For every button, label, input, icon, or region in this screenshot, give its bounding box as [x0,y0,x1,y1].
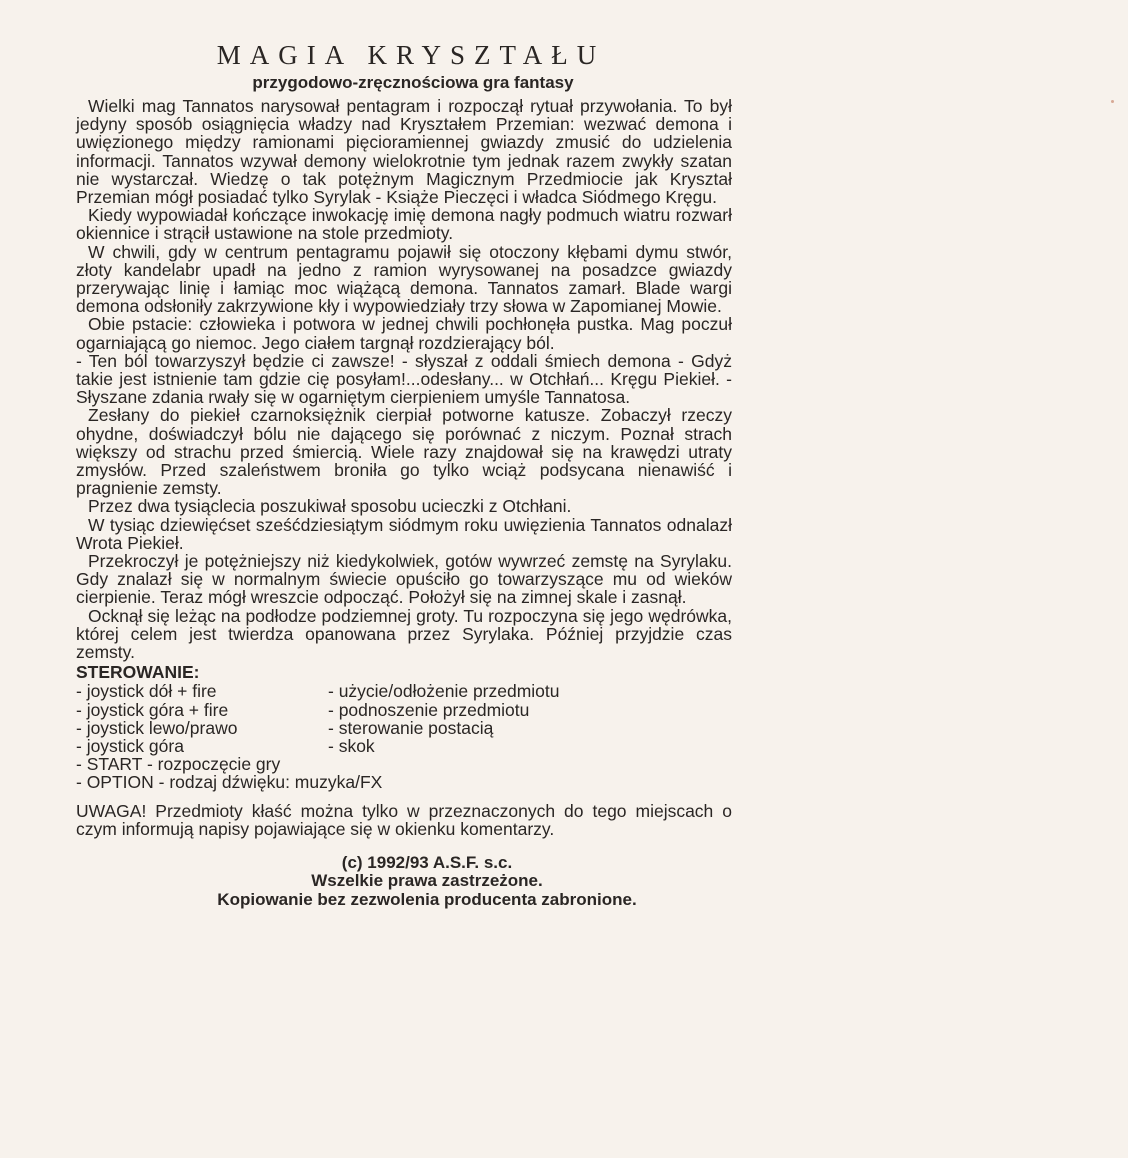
copyright-line: (c) 1992/93 A.S.F. s.c. [341,852,513,872]
story-paragraph: W chwili, gdy w centrum pentagramu pojawił się otoczony kłębami dymu stwór, złoty kandelabr upadł na jedno z ramion wyrysowanej na posadzce gwiazdy przerywając linię i łamiąc moc wiążącą demona. Tannatos zamarł. Blade wargi demona odsłoniły zakrzywione kły i wypowiedziały trzy słowa w Zapomianej Mowie. [76,241,732,317]
game-title: MAGIA KRYSZTAŁU [216,40,606,70]
instruction-sheet [76,40,732,909]
story-paragraph: Przez dwa tysiąclecia poszukiwał sposobu ucieczki z Otchłani. [88,496,572,517]
control-action: - sterowanie postacią [328,717,494,738]
control-key: - joystick góra + fire [76,699,229,720]
story-paragraph: Ocknął się leżąc na podłodze podziemnej groty. Tu rozpoczyna się jego wędrówka, której celem jest twierdza opanowana przez Syrylaka. Później przyjdzie czas zemsty. [76,605,732,663]
control-row [76,701,732,719]
story-paragraph: Wielki mag Tannatos narysował pentagram i rozpoczął rytuał przywołania. To był jedyny sposób osiągnięcia władzy nad Kryształem Przemian: wezwać demona i uwięzionego między ramionami pięcioramiennej gwiazdy zmusić do udzielenia informacji. Tannatos wzywał demony wielokrotnie tym jednak razem zwykły szatan nie wystarczał. Wiedzę o tak potężnym Magicznym Przedmiocie jak Kryształ Przemian mógł posiadać tylko Syrylak - Książe Pieczęci i władca Siódmego Kręgu. [76,96,732,208]
control-key: - joystick dół + fire [76,681,217,702]
control-row [76,682,732,700]
story-paragraph: Zesłany do piekieł czarnoksiężnik cierpiał potworne katusze. Zobaczył rzeczy ohydne, doświadczył bólu nie dającego się porównać z niczym. Poznał strach większy od strachu przed śmiercią. Wiele razy znajdował się na krawędzi utraty zmysłów. Przed szaleństwem broniła go tylko wciąż podsycana nienawiść i pragnienie zemsty. [76,405,732,499]
warning-note: UWAGA! Przedmioty kłaść można tylko w przeznaczonych do tego miejscach o czym informują napisy pojawiające się w okienku komentarzy. [76,800,732,839]
story-paragraph: Przekroczył je potężniejszy niż kiedykolwiek, gotów wywrzeć zemstę na Syrylaku. Gdy znalazł się w normalnym świecie opuściło go towarzyszące mu od wieków cierpienie. Teraz mógł wreszcie odpocząć. Położył się na zimnej skale i zasnął. [76,551,732,608]
copyright-footer [122,854,732,910]
controls-list [76,682,732,791]
rights-line: Wszelkie prawa zastrzeżone. [311,871,543,891]
control-action: - użycie/odłożenie przedmiotu [328,681,560,702]
control-action: - skok [328,735,375,756]
story-paragraph: Obie pstacie: człowieka i potwora w jednej chwili pochłonęła pustka. Mag poczuł ogarniającą go niemoc. Jego ciałem targnął rozdzierający ból. [76,314,732,353]
story-paragraph: W tysiąc dziewięćset sześćdziesiątym siódmym roku uwięzienia Tannatos odnalazł Wrota Piekieł. [76,514,732,553]
story-text [76,97,732,661]
game-subtitle: przygodowo-zręcznościowa gra fantasy [252,73,574,92]
controls-heading: STEROWANIE: [76,662,200,683]
control-action: - podnoszenie przedmiotu [328,699,530,720]
control-row-start: - START - rozpoczęcie gry [76,754,281,775]
story-paragraph: - Ten ból towarzyszył będzie ci zawsze! - słyszał z oddali śmiech demona - Gdyż takie jest istnienie tam gdzie cię posyłam!...odesłany... w Otchłań... Kręgu Piekieł. - Słyszane zdania rwały się w ogarniętym cierpieniem umyśle Tannatosa. [76,350,732,408]
control-row-option: - OPTION - rodzaj dźwięku: muzyka/FX [76,772,383,793]
control-key: - joystick góra [76,735,184,756]
control-row [76,719,732,737]
control-row [76,737,732,755]
paper-speck [1111,100,1114,103]
story-paragraph: Kiedy wypowiadał kończące inwokację imię demona nagły podmuch wiatru rozwarł okiennice i strącił ustawione na stole przedmioty. [76,205,732,244]
control-key: - joystick lewo/prawo [76,717,238,738]
copying-line: Kopiowanie bez zezwolenia producenta zabronione. [217,889,637,909]
